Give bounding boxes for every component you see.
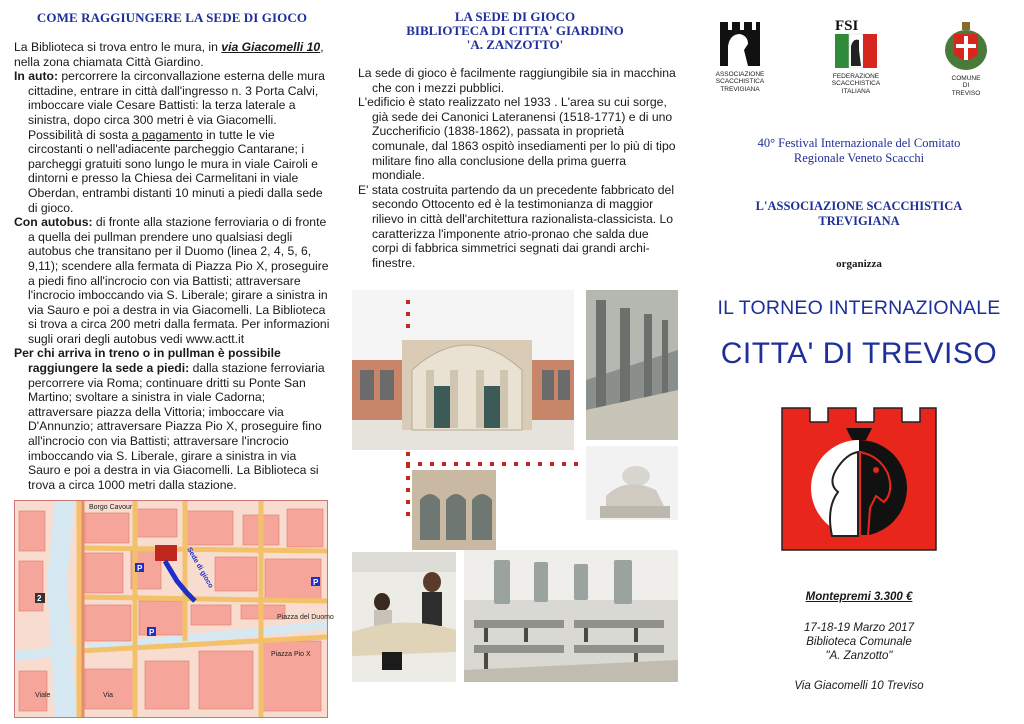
intro-paragraph [14, 40, 330, 69]
tournament-dates: 17-18-19 Marzo 2017 [804, 622, 914, 634]
comune-crest [936, 20, 996, 97]
atrium-photo [586, 290, 678, 440]
svg-text:P: P [313, 578, 319, 587]
venue-title-line3: 'A. ZANZOTTO' [466, 37, 564, 52]
festival-line1: 40° Festival Internazionale del Comitato [757, 136, 961, 150]
logo1-line1: ASSOCIAZIONE [715, 70, 765, 78]
statue-photo [586, 446, 678, 520]
fsi-logo [818, 16, 894, 95]
map-label-viale: Viale [35, 692, 51, 699]
by-car-label: In auto: [14, 69, 59, 84]
logo1-line2: SCACCHISTICA [715, 78, 765, 85]
venue-text [352, 66, 678, 270]
venue-address: Via Giacomelli 10 Treviso [794, 680, 924, 692]
organizza-label: organizza [836, 258, 882, 270]
dotted-connector [406, 300, 412, 336]
directions-column [14, 0, 334, 724]
by-foot-label: Per chi arriva in treno o in pullman è possibile raggiungere la sede a piedi: [14, 346, 281, 376]
venue-paragraph-1: La sede di gioco è facilmente raggiungibile sia in macchina che con i mezzi pubblici. [358, 66, 676, 95]
venue-title-line2: BIBLIOTECA DI CITTA' GIARDINO [406, 23, 624, 38]
logo3-line2: DI [962, 82, 970, 89]
by-foot-text: dalla stazione ferroviaria percorrere via Roma; continuare dritti su Ponte San Martino; svoltare a sinistra in viale Cadorna; attraversare piazza della Vittoria; imboccare via D'Annunzio; attraversare Piazza Pio X, proseguire fino all'incrocio con via Battisti; attraversare l'incrocio imboccando via S. Liberale, girare a sinistra in via Sauro e poi a destra in via Giacomelli. La Biblioteca si trova a circa 1000 metri dalla stazione. [28, 361, 325, 492]
chess-knight-tower-icon [716, 16, 764, 68]
street-name: via Giacomelli 10 [221, 40, 321, 54]
logo2-line3: ITALIANA [841, 87, 871, 95]
tournament-subtitle: IL TORNEO INTERNAZIONALE [717, 297, 1001, 319]
directions-text [14, 40, 330, 492]
venue-name-line2: "A. Zanzotto" [825, 650, 893, 662]
prize-fund: Montepremi 3.300 € [805, 591, 913, 603]
map-label-sede: Sede di gioco [185, 546, 215, 590]
venue-paragraph-2: L'edificio è stato realizzato nel 1933 . L'area su cui sorge, già sede dei Canonici Lateranensi (1518-1771) e di uno Zuccherificio (1838-1862), passata in proprietà comunale, dal 1863 ospitò insediamenti per lo più di tipo militare fino alla conclusione della prima guerra mondiale. [358, 95, 676, 183]
by-car-text: percorrere la circonvallazione esterna delle mura cittadine, entrare in città dall'ingresso n. 3 Porta Calvi, imboccare viale Cesare Battisti: la terza laterale a sinistra, dopo circa 300 metri è via Giacomelli. Possibilità di sosta [28, 69, 325, 142]
by-bus-label: Con autobus: [14, 215, 93, 230]
venue-paragraph-3: E' stata costruita partendo da un precedente fabbricato del secondo Ottocento ed è la testimonianza di maggior rilievo in città dell'architettura razionalista-classicista. Lo caratterizza l'imponente atrio-pronao che salda due corpi di fabbrica simmetrici segnati dai grandi archi-finestre. [358, 182, 675, 270]
festival-line2: Regionale Veneto Scacchi [793, 151, 925, 165]
festival-heading [700, 136, 1018, 166]
map-label-pio-x: Piazza Pio X [271, 651, 311, 658]
venue-title-line1: LA SEDE DI GIOCO [454, 9, 576, 24]
logo3-line1: COMUNE [951, 74, 981, 82]
city-map-graphic [15, 501, 334, 717]
intro-text: La Biblioteca si trova entro le mura, in [14, 40, 222, 54]
directions-title: COME RAGGIUNGERE LA SEDE DI GIOCO [36, 10, 308, 25]
svg-text:FSI: FSI [835, 18, 859, 34]
map-label-duomo: Piazza del Duomo [277, 614, 334, 621]
library-facade-photo [352, 290, 574, 450]
by-bus-paragraph [14, 215, 330, 346]
tournament-title: CITTA' DI TREVISO [720, 337, 998, 370]
reading-room-photo [464, 550, 678, 682]
intro-text-end: , nella zona chiamata Città Giardino. [14, 40, 324, 69]
associazione-logo [704, 16, 776, 93]
map-label-via: Via [103, 692, 113, 699]
treviso-crest-icon [943, 20, 989, 72]
paid-parking-text: a pagamento [131, 127, 203, 142]
by-foot-paragraph [14, 346, 330, 492]
logo2-line2: SCACCHISTICA [831, 80, 881, 87]
logo1-line3: TREVIGIANA [720, 85, 760, 93]
reading-room-desk-photo [352, 552, 456, 682]
cover-column [700, 0, 1018, 724]
city-map [14, 500, 334, 718]
association-line1: L'ASSOCIAZIONE SCACCHISTICA [755, 199, 963, 213]
by-car-paragraph [14, 69, 330, 215]
by-car-text-end: in tutte le vie circostanti o nell'adiacente parcheggio Cantarane; i parcheggi gratuiti sono lungo le mura in viale Cairoli e dintorni e presso la Chiesa dei Carmelitani in viale Oberdan, entrambi distanti 10 minuti a piedi dalla sede di gioco. [28, 127, 323, 215]
association-heading [700, 199, 1018, 229]
logo3-line3: TREVISO [951, 89, 981, 97]
dotted-connector [406, 462, 586, 466]
association-line2: TREVIGIANA [818, 214, 900, 228]
chess-tower-logo [776, 404, 940, 554]
svg-text:P: P [149, 628, 155, 637]
svg-text:P: P [137, 564, 143, 573]
logo2-line1: FEDERAZIONE [832, 72, 880, 80]
venue-name-line1: Biblioteca Comunale [806, 636, 912, 648]
chess-tower-icon [776, 404, 940, 554]
by-bus-text: di fronte alla stazione ferroviaria o di fronte a quella dei pullman prendere uno qualsiasi degli autobus che transitano per il Duomo (linea 2, 4, 5, 6, 9,11); scendere alla fermata di Piazza Pio X, proseguire a piedi fino all'incrocio con via Battisti; attraversare l'incrocio imboccando via S. Liberale; girare a sinistra in via Sauro e poi a destra in via Giacomelli. La Biblioteca si trova a circa 200 metri dalla fermata. Per informazioni sugli orari degli autobus vedi www.actt.it [28, 215, 330, 346]
venue-column [352, 0, 678, 724]
venue-title [352, 10, 678, 52]
fsi-flag-icon [833, 16, 879, 70]
svg-text:2: 2 [37, 594, 42, 603]
map-label-borgo-cavour: Borgo Cavour [89, 504, 133, 511]
side-arches-photo [412, 470, 496, 550]
